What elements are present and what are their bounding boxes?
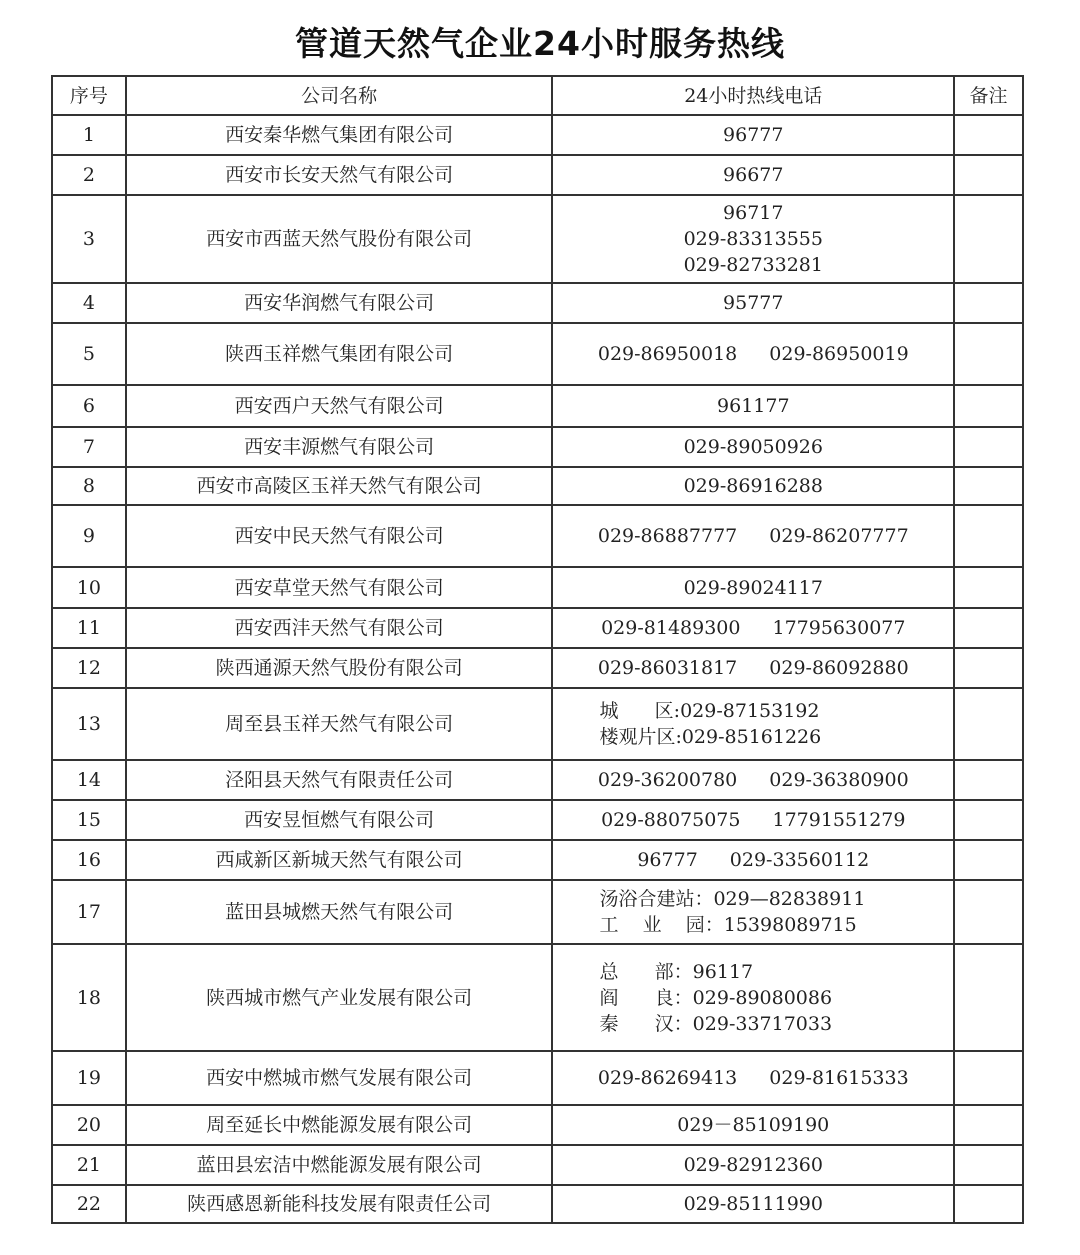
row-number: 14 <box>52 760 126 800</box>
phone-number: 029-83313555 <box>683 228 823 250</box>
header-company: 公司名称 <box>126 76 553 115</box>
table-row <box>52 323 1023 385</box>
hotline-cell <box>552 688 954 760</box>
table-row <box>52 688 1023 760</box>
row-number: 2 <box>52 155 126 195</box>
hotline-cell <box>552 115 954 155</box>
row-number: 20 <box>52 1105 126 1145</box>
phone-number: 029-81489300 <box>601 617 741 639</box>
remark-cell <box>954 115 1023 155</box>
table-row <box>52 608 1023 648</box>
phone-number: 工 业 园：15398089715 <box>599 914 857 936</box>
phone-number: 029-82912360 <box>683 1154 823 1176</box>
phone-number: 029-86269413 <box>597 1067 738 1089</box>
phone-number: 029-86950018 <box>597 343 738 365</box>
company-name: 西咸新区新城天然气有限公司 <box>126 840 553 880</box>
row-number: 5 <box>52 323 126 385</box>
phone-number: 029-86887777 <box>597 525 738 547</box>
table-row <box>52 385 1023 427</box>
table-row <box>52 800 1023 840</box>
company-name: 西安西沣天然气有限公司 <box>126 608 553 648</box>
table-row <box>52 760 1023 800</box>
phone-number: 96717 <box>723 202 784 224</box>
company-name: 西安西户天然气有限公司 <box>126 385 553 427</box>
row-number: 18 <box>52 944 126 1051</box>
phone-number: 029-88075075 <box>601 809 741 831</box>
remark-cell <box>954 155 1023 195</box>
remark-cell <box>954 1051 1023 1105</box>
company-name: 西安华润燃气有限公司 <box>126 283 553 323</box>
table-row <box>52 115 1023 155</box>
table-row <box>52 1051 1023 1105</box>
phone-number: 城 区:029-87153192 <box>599 700 820 722</box>
hotline-cell <box>552 1145 954 1185</box>
phone-number: 029-85111990 <box>683 1193 823 1215</box>
row-number: 7 <box>52 427 126 467</box>
row-number: 12 <box>52 648 126 688</box>
row-number: 22 <box>52 1185 126 1223</box>
phone-number: 029-86916288 <box>683 475 823 497</box>
remark-cell <box>954 283 1023 323</box>
company-name: 西安秦华燃气集团有限公司 <box>126 115 553 155</box>
table-row <box>52 648 1023 688</box>
hotline-cell <box>552 608 954 648</box>
hotline-cell <box>552 1105 954 1145</box>
company-name: 陕西城市燃气产业发展有限公司 <box>126 944 553 1051</box>
company-name: 西安市高陵区玉祥天然气有限公司 <box>126 467 553 505</box>
row-number: 3 <box>52 195 126 283</box>
table-header-row <box>52 76 1023 115</box>
remark-cell <box>954 567 1023 608</box>
company-name: 西安中民天然气有限公司 <box>126 505 553 567</box>
row-number: 11 <box>52 608 126 648</box>
company-name: 蓝田县宏洁中燃能源发展有限公司 <box>126 1145 553 1185</box>
hotline-cell <box>552 567 954 608</box>
remark-cell <box>954 880 1023 944</box>
hotline-cell <box>552 880 954 944</box>
phone-number: 汤浴合建站：029—82838911 <box>599 888 866 910</box>
row-number: 15 <box>52 800 126 840</box>
hotline-cell <box>552 195 954 283</box>
company-name: 陕西玉祥燃气集团有限公司 <box>126 323 553 385</box>
phone-number: 029-81615333 <box>769 1067 909 1089</box>
row-number: 19 <box>52 1051 126 1105</box>
company-name: 西安昱恒燃气有限公司 <box>126 800 553 840</box>
table-row <box>52 944 1023 1051</box>
table-row <box>52 1185 1023 1223</box>
remark-cell <box>954 800 1023 840</box>
company-name: 蓝田县城燃天然气有限公司 <box>126 880 553 944</box>
remark-cell <box>954 385 1023 427</box>
page-title: 管道天然气企业24小时服务热线 <box>295 24 785 63</box>
hotline-cell <box>552 800 954 840</box>
company-name: 西安丰源燃气有限公司 <box>126 427 553 467</box>
table-row <box>52 195 1023 283</box>
phone-number: 阎 良：029-89080086 <box>599 986 833 1009</box>
company-name: 周至延长中燃能源发展有限公司 <box>126 1105 553 1145</box>
table-row <box>52 283 1023 323</box>
phone-number: 楼观片区:029-85161226 <box>599 726 822 748</box>
phone-number: 96677 <box>723 164 784 186</box>
company-name: 西安草堂天然气有限公司 <box>126 567 553 608</box>
phone-number: 96777 <box>637 849 698 871</box>
hotline-cell <box>552 1185 954 1223</box>
row-number: 6 <box>52 385 126 427</box>
phone-number: 961177 <box>717 395 790 417</box>
hotline-cell <box>552 467 954 505</box>
hotline-cell <box>552 505 954 567</box>
remark-cell <box>954 1185 1023 1223</box>
phone-number: 95777 <box>723 292 784 314</box>
table-row <box>52 1105 1023 1145</box>
phone-number: 029-82733281 <box>683 254 823 276</box>
table-row <box>52 567 1023 608</box>
phone-number: 029-89024117 <box>683 576 823 599</box>
row-number: 1 <box>52 115 126 155</box>
header-no: 序号 <box>52 76 126 115</box>
table-row <box>52 505 1023 567</box>
hotline-cell <box>552 155 954 195</box>
hotline-cell <box>552 760 954 800</box>
hotline-cell <box>552 385 954 427</box>
remark-cell <box>954 840 1023 880</box>
hotline-cell <box>552 283 954 323</box>
remark-cell <box>954 608 1023 648</box>
remark-cell <box>954 760 1023 800</box>
company-name: 西安市西蓝天然气股份有限公司 <box>126 195 553 283</box>
table-row <box>52 880 1023 944</box>
phone-number: 96777 <box>723 124 784 146</box>
company-name: 泾阳县天然气有限责任公司 <box>126 760 553 800</box>
phone-number: 029-86207777 <box>769 525 909 547</box>
row-number: 4 <box>52 283 126 323</box>
remark-cell <box>954 648 1023 688</box>
table-row <box>52 427 1023 467</box>
remark-cell <box>954 323 1023 385</box>
phone-number: 17795630077 <box>772 617 906 639</box>
phone-number: 029-89050926 <box>683 436 823 458</box>
table-row <box>52 155 1023 195</box>
row-number: 8 <box>52 467 126 505</box>
remark-cell <box>954 467 1023 505</box>
row-number: 16 <box>52 840 126 880</box>
phone-number: 029-86950019 <box>769 343 909 365</box>
company-name: 周至县玉祥天然气有限公司 <box>126 688 553 760</box>
table-row <box>52 1145 1023 1185</box>
hotline-table <box>51 75 1024 1224</box>
hotline-cell <box>552 648 954 688</box>
remark-cell <box>954 688 1023 760</box>
phone-number: 029-86031817 <box>597 657 738 679</box>
remark-cell <box>954 195 1023 283</box>
company-name: 西安中燃城市燃气发展有限公司 <box>126 1051 553 1105</box>
phone-number: 17791551279 <box>772 809 906 831</box>
remark-cell <box>954 944 1023 1051</box>
phone-number: 秦 汉：029-33717033 <box>599 1012 833 1035</box>
row-number: 17 <box>52 880 126 944</box>
hotline-cell <box>552 427 954 467</box>
remark-cell <box>954 1145 1023 1185</box>
row-number: 10 <box>52 567 126 608</box>
phone-number: 029－85109190 <box>677 1114 830 1136</box>
phone-number: 029-86092880 <box>769 657 909 679</box>
remark-cell <box>954 1105 1023 1145</box>
table-row <box>52 840 1023 880</box>
hotline-cell <box>552 323 954 385</box>
row-number: 21 <box>52 1145 126 1185</box>
phone-number: 029-33560112 <box>729 849 870 871</box>
phone-number: 029-36200780 <box>597 769 738 791</box>
remark-cell <box>954 505 1023 567</box>
header-phone: 24小时热线电话 <box>552 76 954 115</box>
phone-number: 029-36380900 <box>769 769 909 791</box>
header-remark: 备注 <box>954 76 1023 115</box>
phone-number: 总 部：96117 <box>599 960 754 983</box>
table-row <box>52 467 1023 505</box>
company-name: 西安市长安天然气有限公司 <box>126 155 553 195</box>
hotline-cell <box>552 944 954 1051</box>
row-number: 9 <box>52 505 126 567</box>
hotline-cell <box>552 840 954 880</box>
hotline-cell <box>552 1051 954 1105</box>
company-name: 陕西感恩新能科技发展有限责任公司 <box>126 1185 553 1223</box>
row-number: 13 <box>52 688 126 760</box>
company-name: 陕西通源天然气股份有限公司 <box>126 648 553 688</box>
remark-cell <box>954 427 1023 467</box>
